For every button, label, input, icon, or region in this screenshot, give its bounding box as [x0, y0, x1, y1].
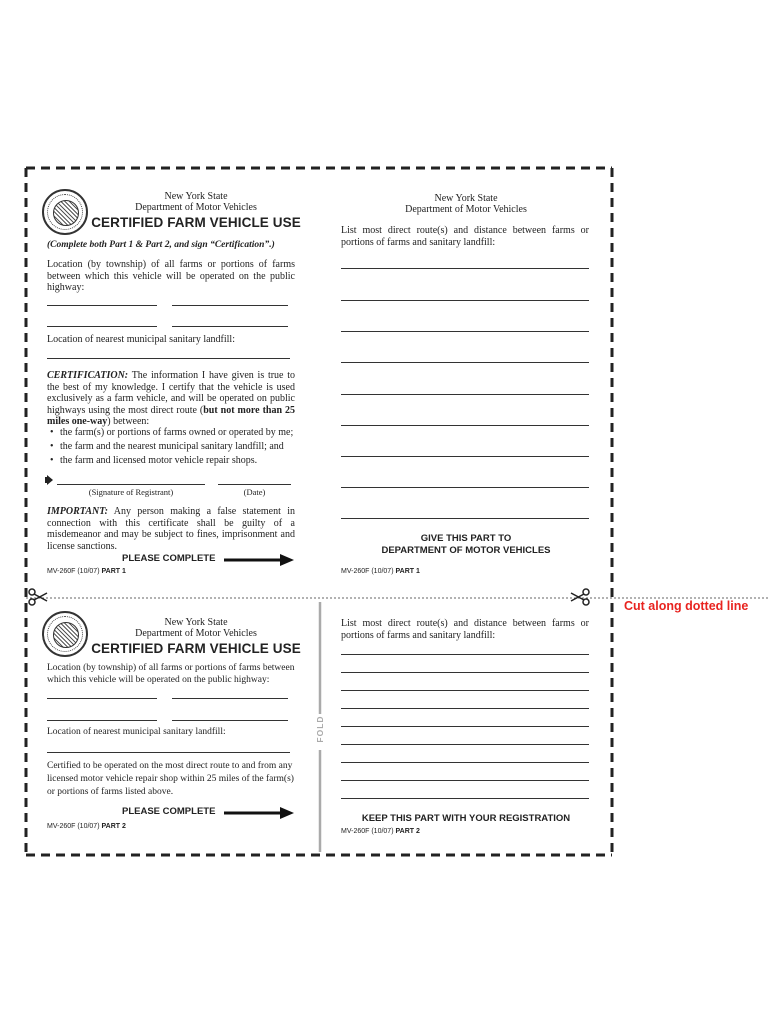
certification-text: [47, 370, 295, 428]
part-label: PART 2: [101, 823, 126, 830]
nys-seal-icon: [42, 611, 88, 657]
certified-text: Certified to be operated on the most direct route to and from any licensed motor vehicle repair shop within 25 miles of the farm(s) or portions of farms listed above.: [47, 761, 294, 797]
form-number: [47, 823, 126, 830]
location-field-3[interactable]: [47, 720, 157, 721]
route-field[interactable]: [341, 780, 589, 781]
give-line-2: DEPARTMENT OF MOTOR VEHICLES: [381, 545, 551, 556]
please-complete: PLEASE COMPLETE: [122, 553, 216, 564]
list-item: • the farm(s) or portions of farms owned or operated by me;: [47, 427, 297, 439]
route-field[interactable]: [341, 518, 589, 519]
landfill-label: Location of nearest municipal sanitary landfill:: [47, 727, 226, 737]
location-text: Location (by township) of all farms or portions of farms between which this vehicle will be operated on the public highway:: [47, 259, 295, 293]
signature-field[interactable]: [57, 484, 205, 485]
route-field[interactable]: [341, 394, 589, 395]
location-field-2[interactable]: [172, 305, 288, 306]
form-number-text: MV-260F (10/07): [341, 828, 394, 835]
form-number: [341, 568, 420, 575]
date-label: (Date): [243, 487, 266, 497]
route-field[interactable]: [341, 744, 589, 745]
location-field-3[interactable]: [47, 326, 157, 327]
form-number: [47, 568, 126, 575]
certification-end: ) between:: [107, 416, 150, 427]
part-label: PART 1: [101, 568, 126, 575]
arrow-right-icon: [224, 553, 294, 571]
signature-label: (Signature of Registrant): [88, 487, 174, 497]
route-field[interactable]: [341, 762, 589, 763]
route-field[interactable]: [341, 726, 589, 727]
landfill-field[interactable]: [47, 752, 290, 753]
location-field-4[interactable]: [172, 326, 288, 327]
location-field-1[interactable]: [47, 305, 157, 306]
route-field[interactable]: [341, 672, 589, 673]
certification-heading: CERTIFICATION:: [47, 370, 129, 381]
date-field[interactable]: [218, 484, 291, 485]
location-field-2[interactable]: [172, 698, 288, 699]
agency-state: New York State: [164, 617, 228, 628]
route-field[interactable]: [341, 690, 589, 691]
route-field[interactable]: [341, 362, 589, 363]
route-text: List most direct route(s) and distance between farms or portions of farms and sanitary landfill:: [341, 225, 589, 248]
route-field[interactable]: [341, 425, 589, 426]
route-field[interactable]: [341, 268, 589, 269]
form-number-text: MV-260F (10/07): [47, 823, 100, 830]
scissors-icon: [570, 588, 590, 611]
agency-dept: Department of Motor Vehicles: [405, 204, 527, 215]
location-field-1[interactable]: [47, 698, 157, 699]
form-title: CERTIFIED FARM VEHICLE USE: [91, 641, 301, 656]
certification-body: The information I have given is true to the best of my knowledge. I certify that the vehicle is used exclusively as a farm vehicle, and will be operated on public highways using the most direct route (: [47, 370, 295, 416]
keep-text: KEEP THIS PART WITH YOUR REGISTRATION: [361, 813, 571, 824]
pointing-hand-icon: [45, 473, 55, 491]
route-field[interactable]: [341, 654, 589, 655]
agency-state: New York State: [434, 193, 498, 204]
cut-label: Cut along dotted line: [624, 599, 749, 613]
form-number-text: MV-260F (10/07): [341, 568, 394, 575]
scissors-icon: [28, 588, 48, 611]
route-field[interactable]: [341, 708, 589, 709]
arrow-right-icon: [224, 806, 294, 824]
list-item: • the farm and the nearest municipal sanitary landfill; and: [47, 441, 297, 453]
please-complete: PLEASE COMPLETE: [122, 806, 216, 817]
landfill-field[interactable]: [47, 358, 290, 359]
instruction: (Complete both Part 1 & Part 2, and sign “Certification”.): [47, 240, 275, 250]
certification-list: [47, 427, 297, 467]
location-text: Location (by township) of all farms or portions of farms between which this vehicle will be operated on the public highway:: [47, 663, 295, 685]
form-number-text: MV-260F (10/07): [47, 568, 100, 575]
fold-label: FOLD: [315, 715, 325, 743]
agency-dept: Department of Motor Vehicles: [135, 628, 257, 639]
agency-state: New York State: [164, 191, 228, 202]
route-field[interactable]: [341, 331, 589, 332]
part-label: PART 2: [395, 828, 420, 835]
form-number: [341, 828, 420, 835]
give-line-1: GIVE THIS PART TO: [420, 533, 512, 544]
important-body: Any person making a false statement in connection with this certificate shall be guilty of a misdemeanor and may be subject to fines, imprisonment and license sanctions.: [47, 506, 295, 552]
important-heading: IMPORTANT:: [47, 506, 108, 517]
route-field[interactable]: [341, 487, 589, 488]
nys-seal-icon: [42, 189, 88, 235]
list-item: • the farm and licensed motor vehicle repair shops.: [47, 455, 297, 467]
landfill-label: Location of nearest municipal sanitary landfill:: [47, 334, 235, 345]
part-label: PART 1: [395, 568, 420, 575]
important-text: [47, 506, 295, 552]
agency-dept: Department of Motor Vehicles: [135, 202, 257, 213]
location-field-4[interactable]: [172, 720, 288, 721]
form-title: CERTIFIED FARM VEHICLE USE: [91, 215, 301, 230]
route-field[interactable]: [341, 798, 589, 799]
route-field[interactable]: [341, 300, 589, 301]
route-text: List most direct route(s) and distance between farms or portions of farms and sanitary landfill:: [341, 618, 589, 641]
route-field[interactable]: [341, 456, 589, 457]
certification-bold: but not more than 25 miles one-way: [47, 404, 296, 427]
